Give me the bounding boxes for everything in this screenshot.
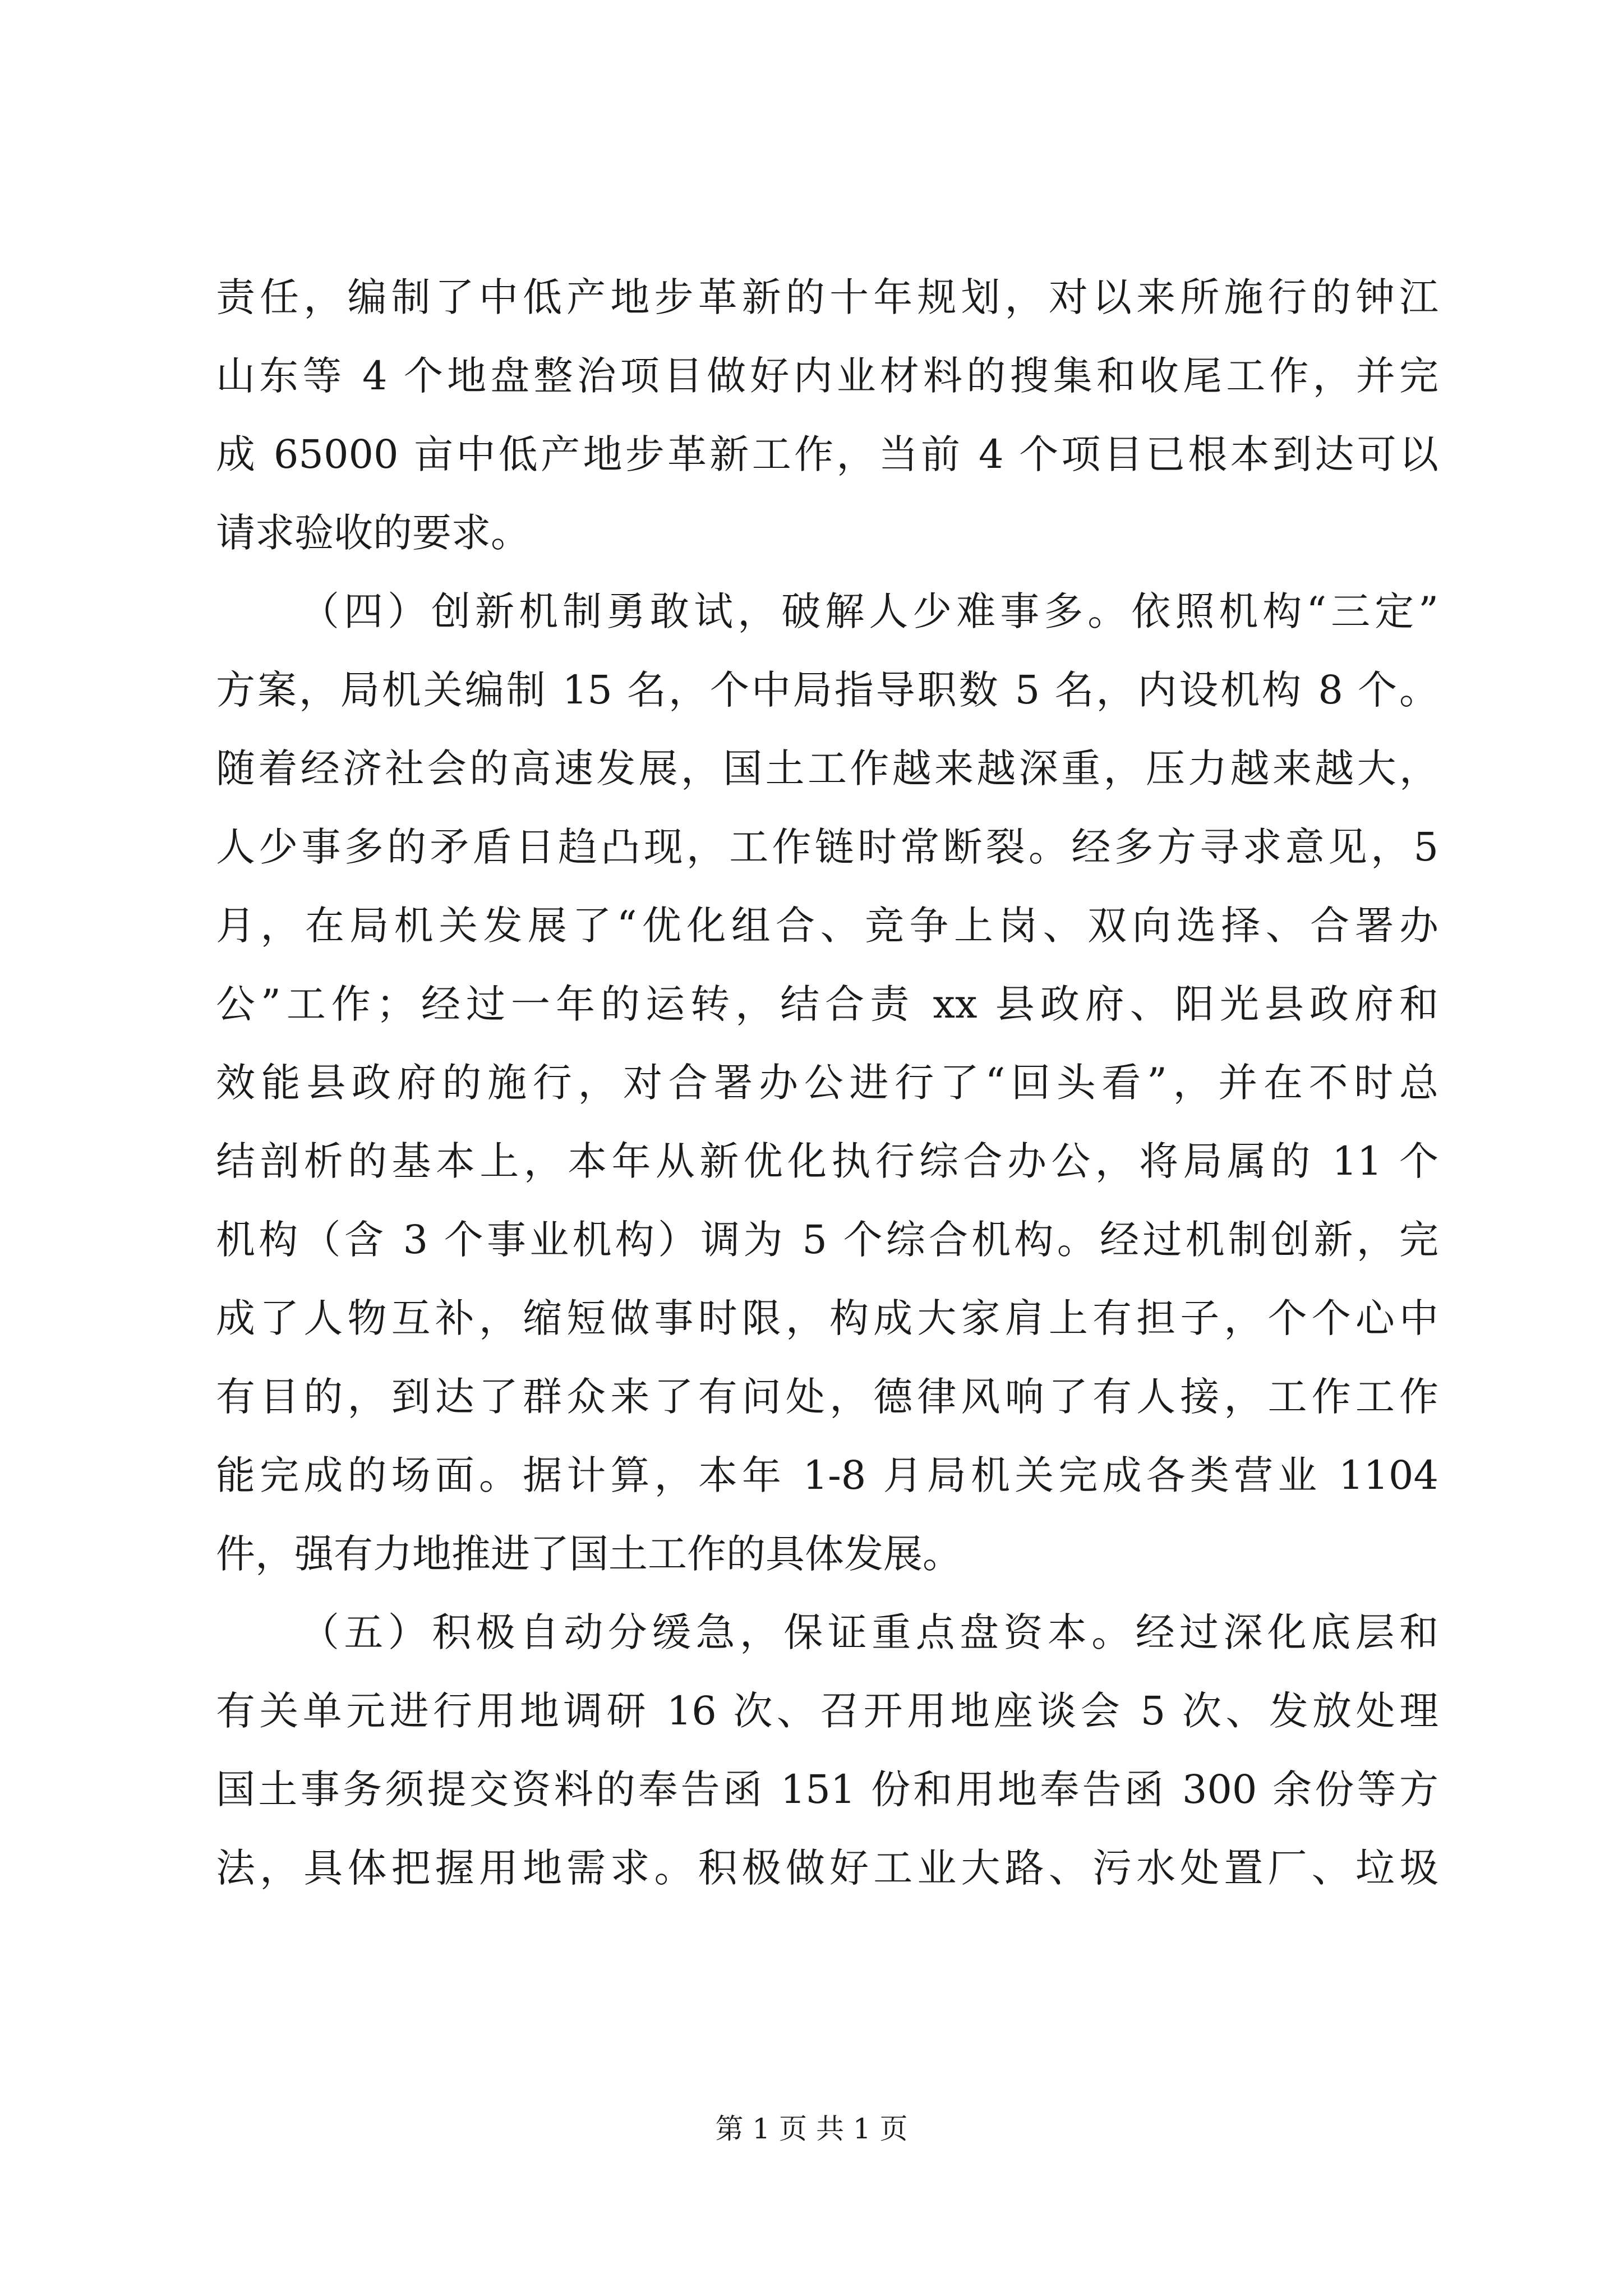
text-line: 责任，编制了中低产地步革新的十年规划，对以来所施行的钟江 — [216, 274, 1438, 320]
text-line: 件，强有力地推进了国土工作的具体发展。 — [216, 1531, 962, 1577]
paragraph-start-line: （四）创新机制勇敢试，破解人少难事多。依照机构“三定” — [300, 588, 1438, 634]
text-line: 公”工作；经过一年的运转，结合责 xx 县政府、阳光县政府和 — [216, 981, 1438, 1027]
document-body — [216, 258, 1438, 1907]
text-line: 随着经济社会的高速发展，国土工作越来越深重，压力越来越大， — [216, 746, 1438, 792]
text-line: 山东等 4 个地盘整治项目做好内业材料的搜集和收尾工作，并完 — [216, 353, 1438, 399]
text-line: 成了人物互补，缩短做事时限，构成大家肩上有担子，个个心中 — [216, 1295, 1438, 1341]
text-line: 机构（含 3 个事业机构）调为 5 个综合机构。经过机制创新，完 — [216, 1217, 1438, 1263]
text-line: 有目的，到达了群众来了有问处，德律风响了有人接，工作工作 — [216, 1374, 1438, 1420]
text-line: 成 65000 亩中低产地步革新工作，当前 4 个项目已根本到达可以 — [216, 431, 1438, 477]
page-number-label: 第 1 页 共 1 页 — [715, 2113, 908, 2145]
text-line: 方案，局机关编制 15 名，个中局指导职数 5 名，内设机构 8 个。 — [216, 667, 1438, 713]
paragraph-start-line: （五）积极自动分缓急，保证重点盘资本。经过深化底层和 — [300, 1609, 1438, 1655]
text-line: 能完成的场面。据计算，本年 1-8 月局机关完成各类营业 1104 — [216, 1452, 1438, 1498]
text-line: 结剖析的基本上，本年从新优化执行综合办公，将局属的 11 个 — [216, 1138, 1438, 1184]
text-line: 法，具体把握用地需求。积极做好工业大路、污水处置厂、垃圾 — [216, 1845, 1438, 1891]
text-line: 请求验收的要求。 — [216, 510, 530, 556]
page-footer — [0, 2106, 1623, 2147]
text-line: 效能县政府的施行，对合署办公进行了“回头看”，并在不时总 — [216, 1060, 1438, 1106]
text-line: 国土事务须提交资料的奉告函 151 份和用地奉告函 300 余份等方 — [216, 1766, 1438, 1812]
text-line: 月，在局机关发展了“优化组合、竞争上岗、双向选择、合署办 — [216, 903, 1438, 949]
text-line: 人少事多的矛盾日趋凸现，工作链时常断裂。经多方寻求意见，5 — [216, 824, 1438, 870]
text-line: 有关单元进行用地调研 16 次、召开用地座谈会 5 次、发放处理 — [216, 1688, 1438, 1734]
